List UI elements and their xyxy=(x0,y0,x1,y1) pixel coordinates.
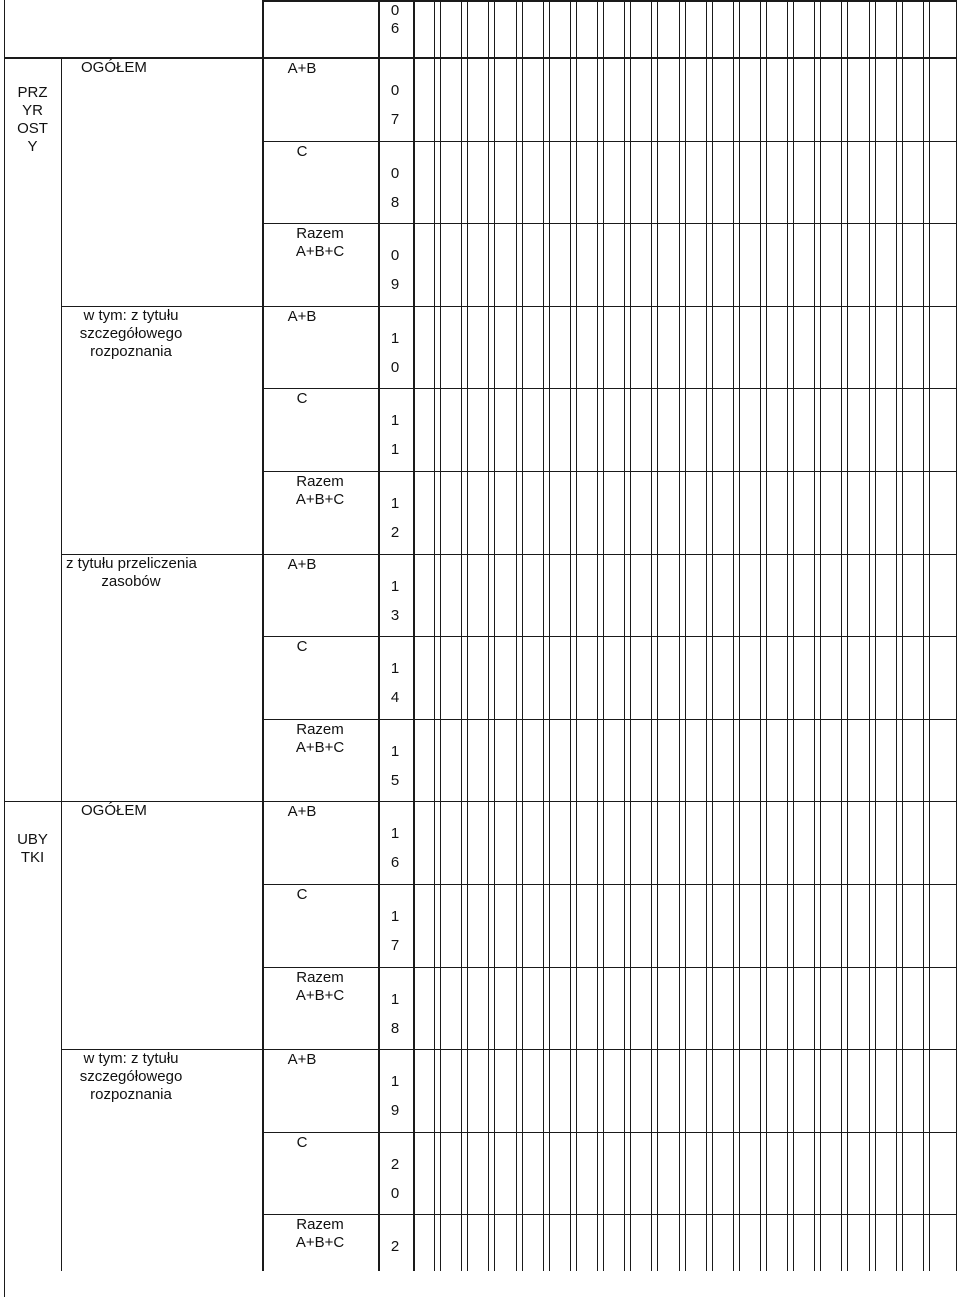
row-number-digit: 9 xyxy=(390,1102,400,1119)
row-number xyxy=(378,324,412,382)
row-number-digit: 1 xyxy=(390,330,400,347)
row-number-digit: 2 xyxy=(390,1238,400,1255)
group-left-border xyxy=(4,58,5,801)
group-label-line: UBY xyxy=(17,831,48,848)
row-number-digit: 1 xyxy=(390,743,400,760)
bottom-edge-left xyxy=(4,1270,5,1271)
row-number-digit: 3 xyxy=(390,607,400,624)
row-number xyxy=(378,1150,412,1208)
row-number-digit: 1 xyxy=(390,578,400,595)
row-number-digit: 8 xyxy=(390,1020,400,1037)
row-type-label-line: A+B+C xyxy=(295,491,345,508)
row-divider xyxy=(262,554,956,555)
row-number-digit: 1 xyxy=(390,1073,400,1090)
row-divider xyxy=(262,306,956,307)
subgroup-label xyxy=(81,802,181,820)
row-number-digit: 0 xyxy=(390,82,400,99)
row-number-digit: 5 xyxy=(390,772,400,789)
row-type-label: A+B xyxy=(287,803,317,820)
row-type-label-line: A+B+C xyxy=(295,243,345,260)
row-type-label: C xyxy=(296,143,308,160)
row-type-label xyxy=(264,721,376,757)
group-divider xyxy=(4,801,262,802)
row-type-label-line: A+B+C xyxy=(295,739,345,756)
row-type-label: C xyxy=(296,390,308,407)
row-divider xyxy=(262,967,956,968)
row-number-digit: 9 xyxy=(390,276,400,293)
row-number-06-text-line: 0 xyxy=(390,2,400,19)
row-number xyxy=(378,1067,412,1125)
row-type-label xyxy=(264,225,376,261)
row-number xyxy=(378,1232,412,1261)
row-type-label: A+B xyxy=(287,308,317,325)
row-number-digit: 2 xyxy=(390,1156,400,1173)
row-number-digit: 1 xyxy=(390,908,400,925)
row-number-digit: 2 xyxy=(390,524,400,541)
group-left-border xyxy=(4,801,5,1297)
row-divider xyxy=(262,1214,956,1215)
subgroup-label xyxy=(66,307,196,361)
subgroup-label xyxy=(81,59,181,77)
row-number xyxy=(378,985,412,1043)
row-divider xyxy=(262,801,956,802)
row-number-digit: 0 xyxy=(390,165,400,182)
row-type-label-line: A+B+C xyxy=(295,987,345,1004)
row-number-digit: 0 xyxy=(390,1185,400,1202)
subgroup-label-line: OGÓŁEM xyxy=(81,802,147,819)
row-number-digit: 0 xyxy=(390,359,400,376)
row-type-label: C xyxy=(296,1134,308,1151)
row-number-digit: 1 xyxy=(390,441,400,458)
row-number-06-text-line: 6 xyxy=(390,20,400,37)
subgroup-label xyxy=(66,555,196,591)
row-number-digit: 0 xyxy=(390,247,400,264)
row-number xyxy=(378,406,412,464)
row-divider xyxy=(262,388,956,389)
row-type-label-line: Razem xyxy=(296,969,344,986)
row-type-label: C xyxy=(296,886,308,903)
row-type-label: A+B xyxy=(287,556,317,573)
subgroup-label-line: zasobów xyxy=(101,573,161,590)
subgroup-label-line: rozpoznania xyxy=(90,343,172,360)
group-label-line: Y xyxy=(27,138,38,155)
row-number-digit: 7 xyxy=(390,111,400,128)
row-number xyxy=(378,572,412,630)
row-type-label-line: Razem xyxy=(296,225,344,242)
row-divider xyxy=(262,471,956,472)
row-number xyxy=(378,241,412,299)
subgroup-label-line: OGÓŁEM xyxy=(81,59,147,76)
row-type-label xyxy=(264,473,376,509)
row-number-digit: 1 xyxy=(390,660,400,677)
row-type-label xyxy=(264,1216,376,1252)
row-number-digit: 1 xyxy=(390,412,400,429)
row-type-label: C xyxy=(296,638,308,655)
row-divider xyxy=(262,1049,956,1050)
row-number-digit: 1 xyxy=(390,991,400,1008)
row-number-digit: 1 xyxy=(390,825,400,842)
subgroup-label-line: w tym: z tytułu xyxy=(83,307,179,324)
row-type-label: A+B xyxy=(287,60,317,77)
row-number-06-text xyxy=(378,2,412,38)
row-number xyxy=(378,76,412,134)
row-type-label: A+B xyxy=(287,1051,317,1068)
group-label-line: PRZ xyxy=(17,84,48,101)
row-number xyxy=(378,489,412,547)
row-type-label-line: Razem xyxy=(296,1216,344,1233)
row-type-label-line: Razem xyxy=(296,473,344,490)
group-label-line: YR xyxy=(22,102,43,119)
row-type-label-line: A+B+C xyxy=(295,1234,345,1251)
row-number-digit: 6 xyxy=(390,854,400,871)
subgroup-label-line: szczegółowego xyxy=(79,1068,183,1085)
row-number-digit: 4 xyxy=(390,689,400,706)
row-number xyxy=(378,737,412,795)
row-number xyxy=(378,819,412,877)
subgroup-label-line: w tym: z tytułu xyxy=(83,1050,179,1067)
row-type-label xyxy=(264,969,376,1005)
subgroup-label-line: szczegółowego xyxy=(79,325,183,342)
subgroup-label xyxy=(66,1050,196,1104)
group-label-line: TKI xyxy=(20,849,45,866)
subgroup-label-line: z tytułu przeliczenia xyxy=(66,555,197,572)
col2-border xyxy=(61,58,62,1271)
row-divider xyxy=(262,636,956,637)
group-label xyxy=(4,831,61,867)
row-divider xyxy=(262,223,956,224)
left-border xyxy=(4,0,5,58)
row-divider xyxy=(262,1132,956,1133)
row-number-digit: 8 xyxy=(390,194,400,211)
row-number-digit: 1 xyxy=(390,495,400,512)
row-type-label-line: Razem xyxy=(296,721,344,738)
row-number xyxy=(378,159,412,217)
row-number-digit: 7 xyxy=(390,937,400,954)
row-number xyxy=(378,902,412,960)
row-number xyxy=(378,654,412,712)
top-border xyxy=(262,0,956,2)
row-divider xyxy=(262,141,956,142)
row-divider xyxy=(262,719,956,720)
row-divider xyxy=(262,884,956,885)
subgroup-label-line: rozpoznania xyxy=(90,1086,172,1103)
group-label-line: OST xyxy=(17,120,48,137)
right-border xyxy=(956,0,957,1271)
group-label xyxy=(4,84,61,156)
